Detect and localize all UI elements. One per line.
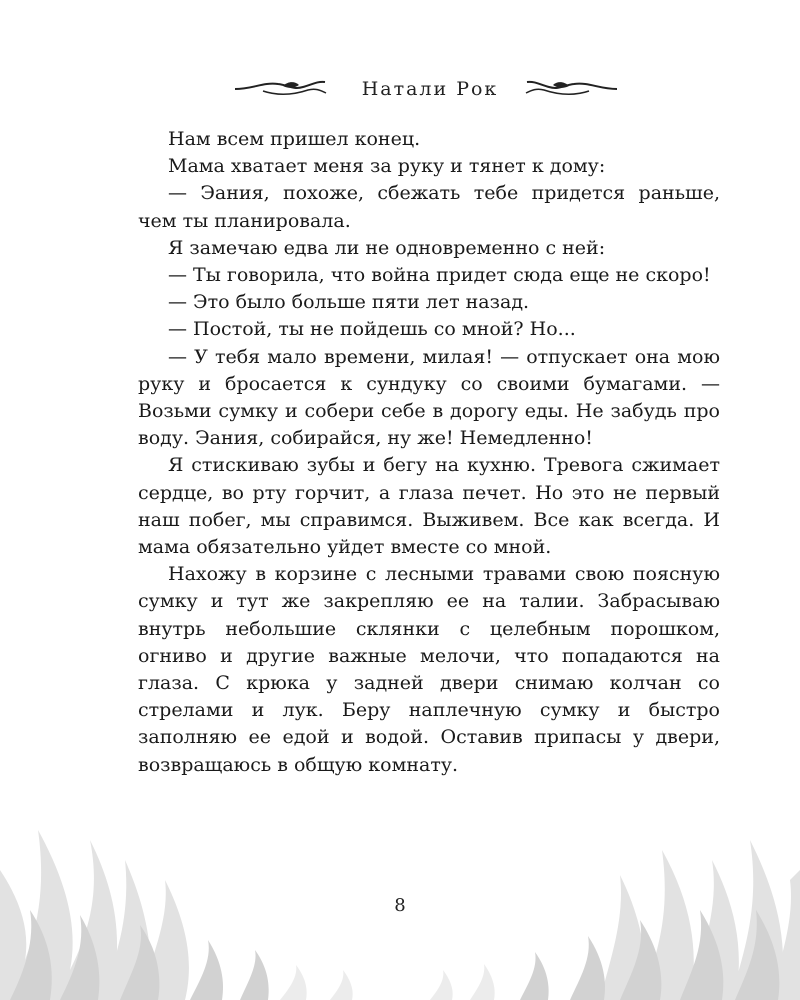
paragraph: Я стискиваю зубы и бегу на кухню. Тревога сжимает сердце, во рту горчит, а глаза печет. Но это не первый наш побег, мы справимся. Выживем. Все как всегда. И мама обязательно уйдет вместе со мной. [138, 454, 720, 559]
author-name: Натали Рок [361, 78, 499, 100]
paragraph: Я замечаю едва ли не одновременно с ней: [168, 236, 606, 259]
paragraph: — У тебя мало времени, милая! — отпускает она мою руку и бросается к сундуку со своими бумагами. — Возьми сумку и собери себе в дорогу еды. Не забудь про воду. Эания, собирайся, ну же! Немедленно! [138, 345, 720, 450]
running-header [0, 74, 800, 104]
page-number: 8 [394, 895, 406, 916]
paragraph: — Постой, ты не пойдешь со мной? Но... [168, 318, 576, 341]
body-text [138, 126, 720, 779]
flourish-ornament-icon [524, 78, 619, 100]
paragraph: — Это было больше пяти лет назад. [168, 291, 530, 314]
paragraph: — Ты говорила, что война придет сюда еще не скоро! [168, 264, 711, 287]
paragraph: Нахожу в корзине с лесными травами свою поясную сумку и тут же закрепляю ее на талии. Забрасываю внутрь небольшие склянки с целебным порошком, огниво и другие важные мелочи, что попадаются на глаза. С крюка у задней двери снимаю колчан со стрелами и лук. Беру наплечную сумку и быстро заполняю ее едой и водой. Оставив припасы у двери, возвращаюсь в общую комнату. [138, 563, 720, 776]
paragraph: — Эания, похоже, сбежать тебе придется раньше, чем ты планировала. [138, 182, 720, 232]
paragraph: Мама хватает меня за руку и тянет к дому: [168, 155, 606, 178]
paragraph: Нам всем пришел конец. [168, 128, 421, 150]
flourish-ornament-icon [233, 78, 328, 100]
